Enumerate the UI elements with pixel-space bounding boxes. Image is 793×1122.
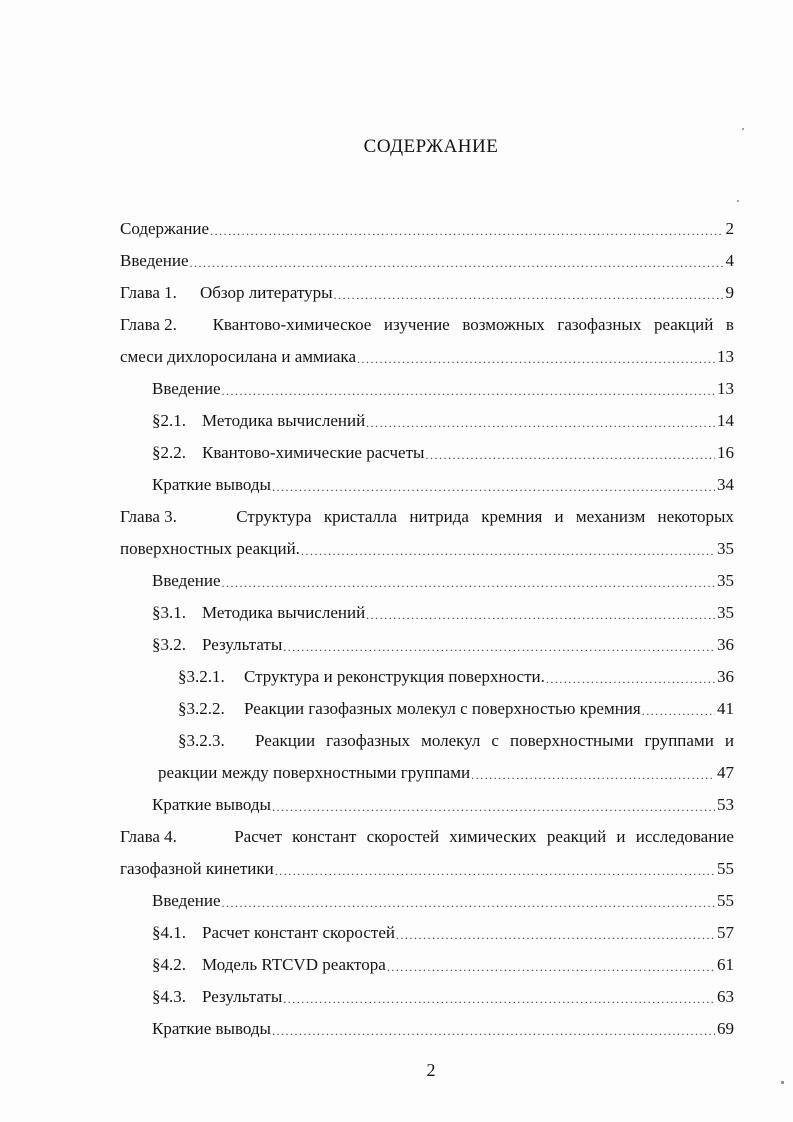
dot-leader	[283, 992, 715, 1007]
toc-word: возможных	[462, 315, 545, 334]
toc-entry-number: Глава 1.	[120, 283, 177, 302]
toc-entry-number: §2.1.	[152, 411, 186, 430]
toc-word: поверхностными	[509, 731, 634, 750]
dot-leader	[366, 608, 715, 623]
toc-entry-section-3-2-2	[120, 693, 734, 725]
toc-entry-chapter-4-line-1	[120, 821, 734, 853]
toc-entry-label: Обзор литературы	[200, 283, 333, 302]
toc-entry-number: §4.2.	[152, 955, 186, 974]
toc-entry-label: Краткие выводы	[152, 795, 271, 814]
toc-entry-section-3-1	[120, 597, 734, 629]
dot-leader	[301, 544, 715, 559]
toc-entry-label: поверхностных реакций.	[120, 539, 300, 558]
toc-entry-number: Глава 3.	[120, 507, 177, 526]
toc-word: Квантово-химическое	[212, 315, 372, 334]
toc-word: и	[554, 507, 564, 526]
toc-word: некоторых	[657, 507, 734, 526]
toc-entry-section-4-2	[120, 949, 734, 981]
toc-entry-label: Модель RTCVD реактора	[202, 955, 386, 974]
toc-entry-ch3-intro	[120, 565, 734, 597]
toc-word: группами	[644, 731, 714, 750]
toc-entry-page: 35	[717, 603, 734, 622]
toc-entry-chapter-2-line-1	[120, 309, 734, 341]
toc-word: кристалла	[323, 507, 398, 526]
toc-entry-number: §3.2.	[152, 635, 186, 654]
toc-entry-page: 36	[717, 667, 734, 686]
dot-leader	[272, 1024, 715, 1039]
toc-entry-ch4-intro	[120, 885, 734, 917]
toc-word: молекул	[421, 731, 481, 750]
toc-entry-section-2-2	[120, 437, 734, 469]
toc-entry-label: Результаты	[202, 987, 283, 1006]
toc-entry-chapter-3-line-2	[120, 533, 734, 565]
toc-entry-label: Введение	[120, 251, 189, 270]
toc-word: исследование	[635, 827, 734, 846]
toc-entry-intro	[120, 245, 734, 277]
toc-entry-label: Расчет констант скоростей	[202, 923, 395, 942]
dot-leader	[357, 352, 715, 367]
toc-entry-page: 41	[717, 699, 734, 718]
toc-entry-page: 53	[717, 795, 734, 814]
toc-entry-page: 13	[717, 379, 734, 398]
toc-entry-label: Содержание	[120, 219, 210, 238]
toc-entry-page: 55	[717, 891, 734, 910]
toc-entry-section-4-1	[120, 917, 734, 949]
toc-entry-page: 69	[717, 1019, 734, 1038]
dot-leader	[366, 416, 715, 431]
toc-entry-label: Реакции газофазных молекул с поверхностью кремния	[244, 699, 641, 718]
toc-entry-chapter-1	[120, 277, 734, 309]
toc-word: изучение	[383, 315, 450, 334]
toc-entry-page: 13	[717, 347, 734, 366]
page-number: 2	[426, 1060, 436, 1080]
dot-leader	[190, 256, 724, 271]
toc-entry-label: Методика вычислений	[202, 603, 366, 622]
toc-word: кремния	[481, 507, 543, 526]
toc-entry-page: 63	[717, 987, 734, 1006]
toc-word: реакций	[546, 827, 607, 846]
toc-entry-page: 57	[717, 923, 734, 942]
toc-word: реакций	[653, 315, 714, 334]
toc-word: химических	[449, 827, 537, 846]
toc-word: Структура	[236, 507, 312, 526]
toc-entry-label: Квантово-химические расчеты	[202, 443, 425, 462]
table-of-contents	[120, 213, 734, 1045]
dot-leader	[222, 576, 715, 591]
toc-entry-label: Структура и реконструкция поверхности.	[244, 667, 545, 686]
toc-entry-label: Краткие выводы	[152, 1019, 271, 1038]
scan-speck	[742, 128, 744, 130]
toc-entry-label: Краткие выводы	[152, 475, 271, 494]
toc-entry-label: Результаты	[202, 635, 283, 654]
toc-entry-ch2-summary	[120, 469, 734, 501]
toc-entry-label: Введение	[152, 571, 221, 590]
toc-entry-number: §3.2.3.	[178, 731, 225, 750]
toc-entry-section-2-1	[120, 405, 734, 437]
toc-entry-label: Методика вычислений	[202, 411, 366, 430]
scan-speck	[737, 200, 739, 202]
toc-word: газофазных	[326, 731, 411, 750]
toc-word: нитрида	[409, 507, 469, 526]
toc-word: и	[724, 731, 734, 750]
dot-leader	[222, 384, 715, 399]
toc-entry-page: 2	[725, 219, 734, 238]
dot-leader	[546, 672, 715, 687]
toc-entry-label: Введение	[152, 379, 221, 398]
dot-leader	[275, 864, 715, 879]
toc-entry-label: газофазной кинетики	[120, 859, 274, 878]
scan-speck	[781, 1081, 784, 1084]
toc-word: констант	[292, 827, 357, 846]
toc-word: и	[616, 827, 626, 846]
page-title: СОДЕРЖАНИЕ	[363, 136, 499, 157]
toc-entry-section-4-3	[120, 981, 734, 1013]
toc-entry-ch2-intro	[120, 373, 734, 405]
dot-leader	[642, 704, 715, 719]
toc-entry-number: §3.2.2.	[178, 699, 225, 718]
dot-leader	[272, 800, 715, 815]
toc-word: газофазных	[557, 315, 642, 334]
toc-entry-ch3-summary	[120, 789, 734, 821]
toc-entry-number: Глава 2.	[120, 315, 177, 334]
dot-leader	[334, 288, 724, 303]
toc-entry-page: 35	[717, 539, 734, 558]
toc-word: в	[725, 315, 734, 334]
toc-entry-section-3-2	[120, 629, 734, 661]
toc-entry-section-3-2-3-line-2	[120, 757, 734, 789]
toc-word: Расчет	[234, 827, 282, 846]
dot-leader	[425, 448, 715, 463]
dot-leader	[222, 896, 715, 911]
toc-entry-page: 55	[717, 859, 734, 878]
toc-entry-chapter-4-line-2	[120, 853, 734, 885]
toc-entry-number: Глава 4.	[120, 827, 177, 846]
toc-entry-contents	[120, 213, 734, 245]
dot-leader	[471, 768, 715, 783]
toc-entry-page: 47	[717, 763, 734, 782]
dot-leader	[283, 640, 715, 655]
dot-leader	[396, 928, 715, 943]
dot-leader	[210, 224, 723, 239]
toc-entry-number: §3.2.1.	[178, 667, 225, 686]
toc-entry-number: §4.1.	[152, 923, 186, 942]
toc-entry-chapter-3-line-1	[120, 501, 734, 533]
toc-entry-page: 9	[725, 283, 734, 302]
toc-entry-section-3-2-1	[120, 661, 734, 693]
toc-entry-section-3-2-3-line-1	[120, 725, 734, 757]
toc-entry-page: 14	[717, 411, 734, 430]
toc-entry-label: Введение	[152, 891, 221, 910]
toc-entry-page: 4	[725, 251, 734, 270]
dot-leader	[387, 960, 715, 975]
toc-entry-page: 16	[717, 443, 734, 462]
toc-entry-number: §4.3.	[152, 987, 186, 1006]
toc-entry-chapter-2-line-2	[120, 341, 734, 373]
toc-entry-page: 34	[717, 475, 734, 494]
toc-word: Реакции	[255, 731, 316, 750]
toc-entry-number: §3.1.	[152, 603, 186, 622]
toc-entry-page: 35	[717, 571, 734, 590]
toc-entry-label: реакции между поверхностными группами	[158, 763, 471, 782]
toc-entry-ch4-summary	[120, 1013, 734, 1045]
toc-word: механизм	[575, 507, 646, 526]
toc-entry-label: смеси дихлоросилана и аммиака	[120, 347, 356, 366]
toc-entry-page: 36	[717, 635, 734, 654]
toc-entry-page: 61	[717, 955, 734, 974]
toc-word: с	[491, 731, 499, 750]
toc-word: скоростей	[366, 827, 440, 846]
dot-leader	[272, 480, 715, 495]
toc-entry-number: §2.2.	[152, 443, 186, 462]
